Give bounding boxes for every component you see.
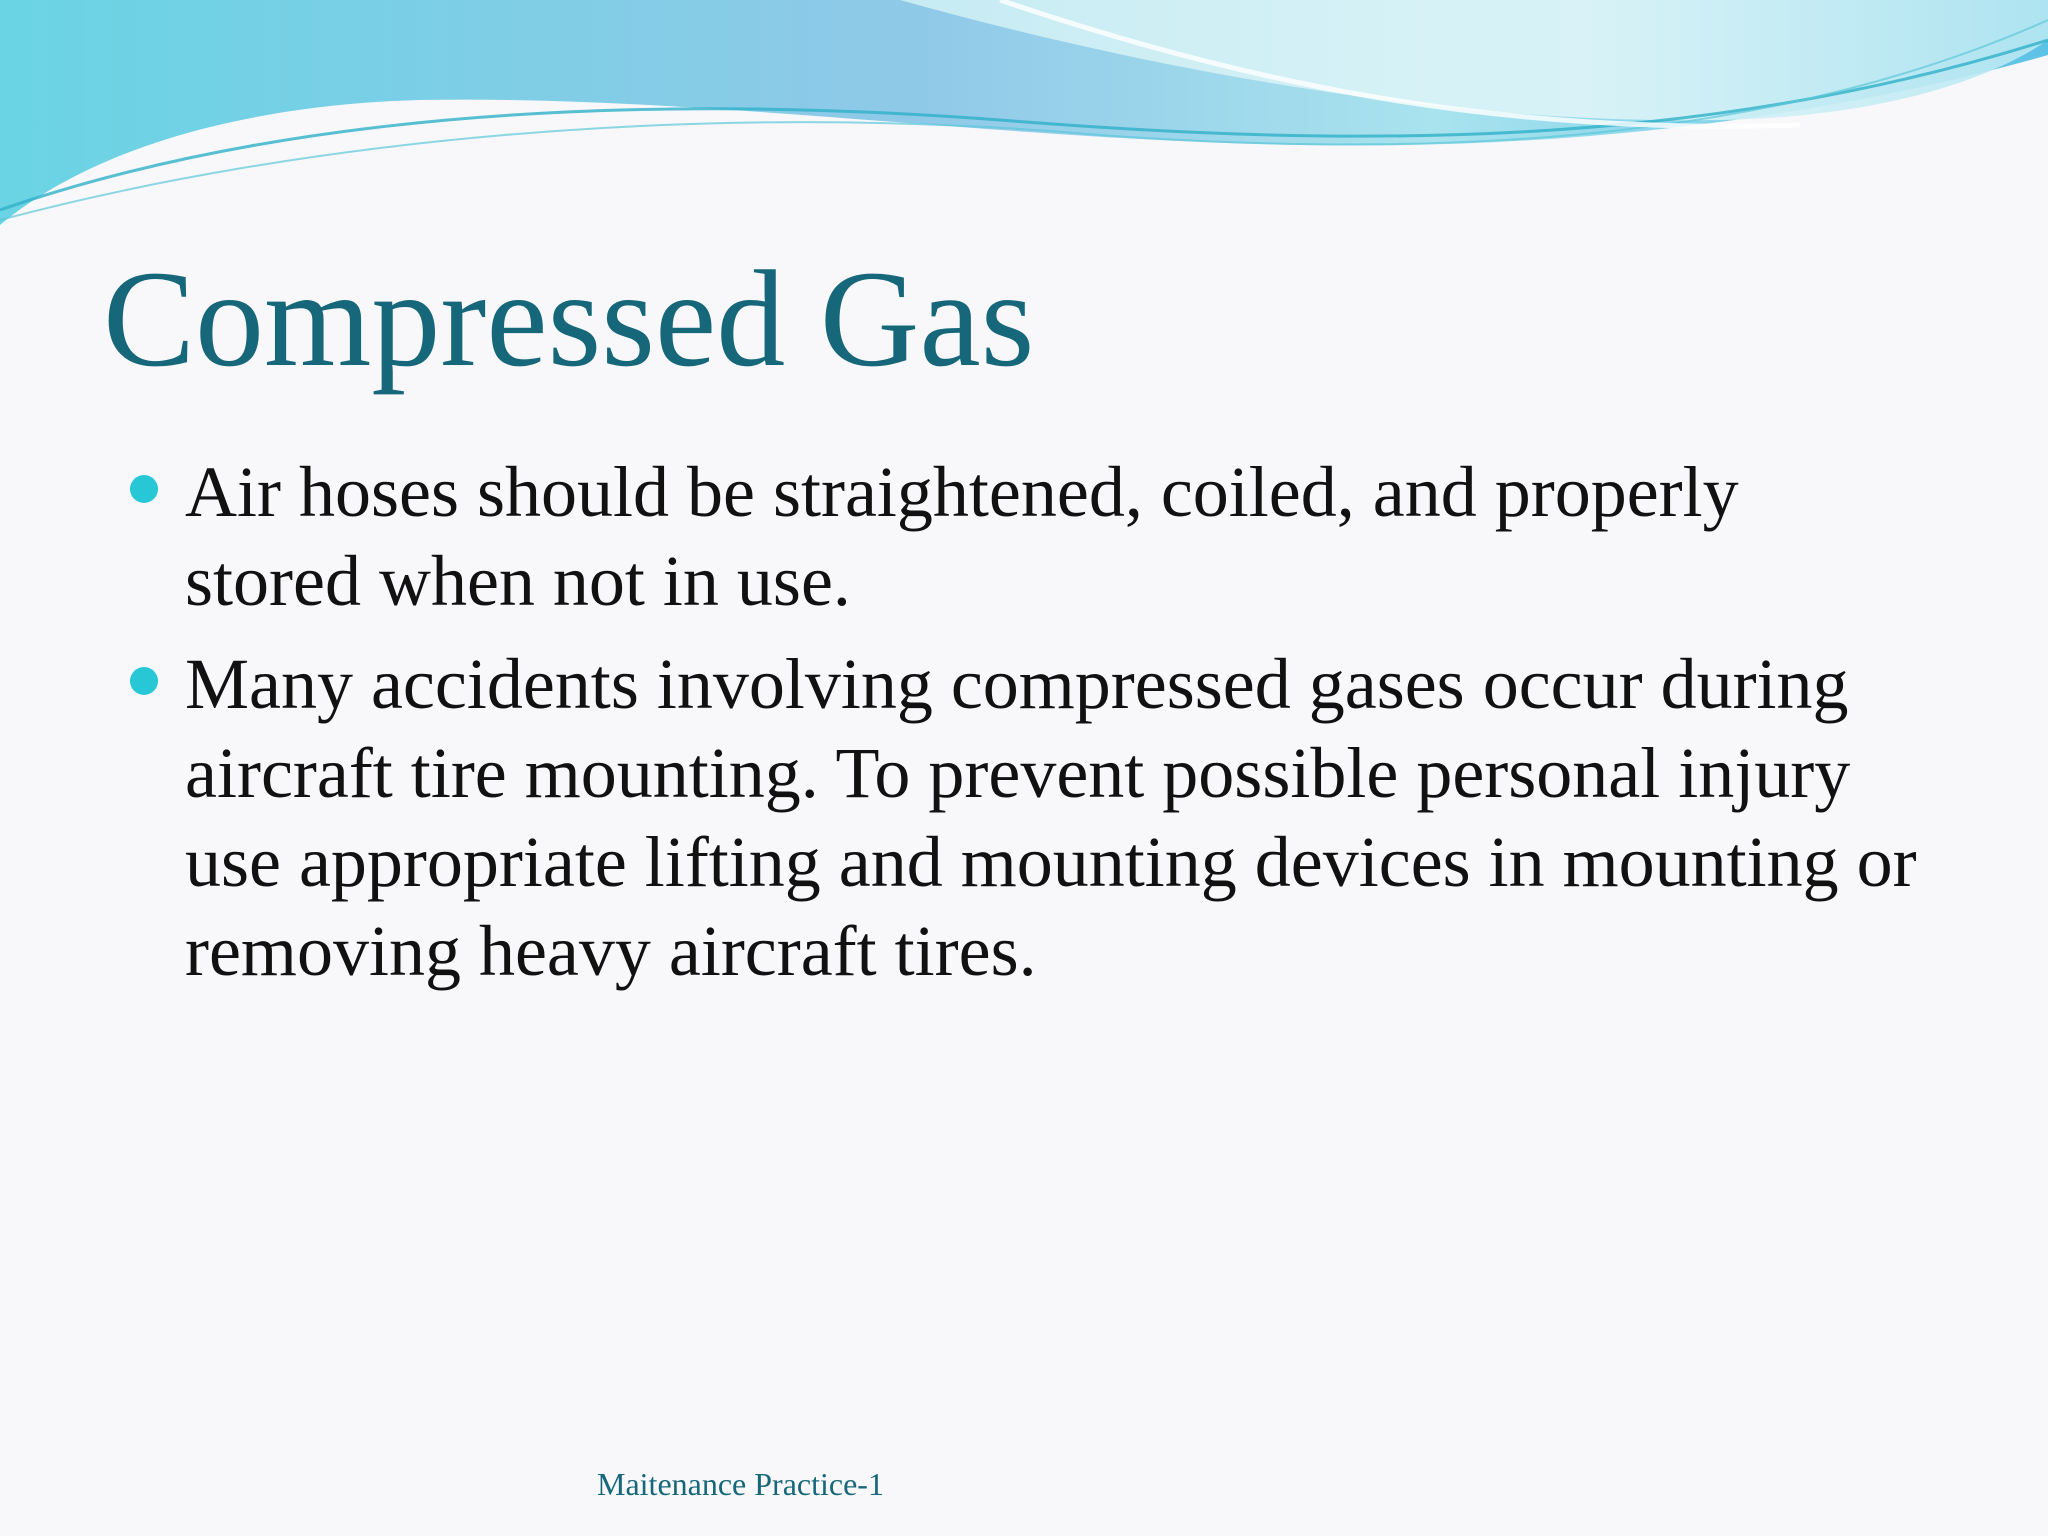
header-wave-decoration	[0, 0, 2048, 240]
bullet-list	[0, 448, 2048, 1010]
bullet-item	[0, 640, 1925, 996]
slide-footer: Maitenance Practice-1	[597, 1466, 884, 1502]
bullet-dot-icon	[130, 475, 158, 503]
bullet-text: Air hoses should be straightened, coiled, and properly stored when not in use.	[185, 452, 1739, 621]
bullet-item	[0, 448, 1925, 626]
slide-title: Compressed Gas	[103, 242, 1035, 395]
bullet-dot-icon	[130, 667, 158, 695]
bullet-text: Many accidents involving compressed gases occur during aircraft tire mounting. To prevent possible personal injury use appropriate lifting and mounting devices in mounting or removing heavy aircraft tires.	[185, 644, 1917, 991]
